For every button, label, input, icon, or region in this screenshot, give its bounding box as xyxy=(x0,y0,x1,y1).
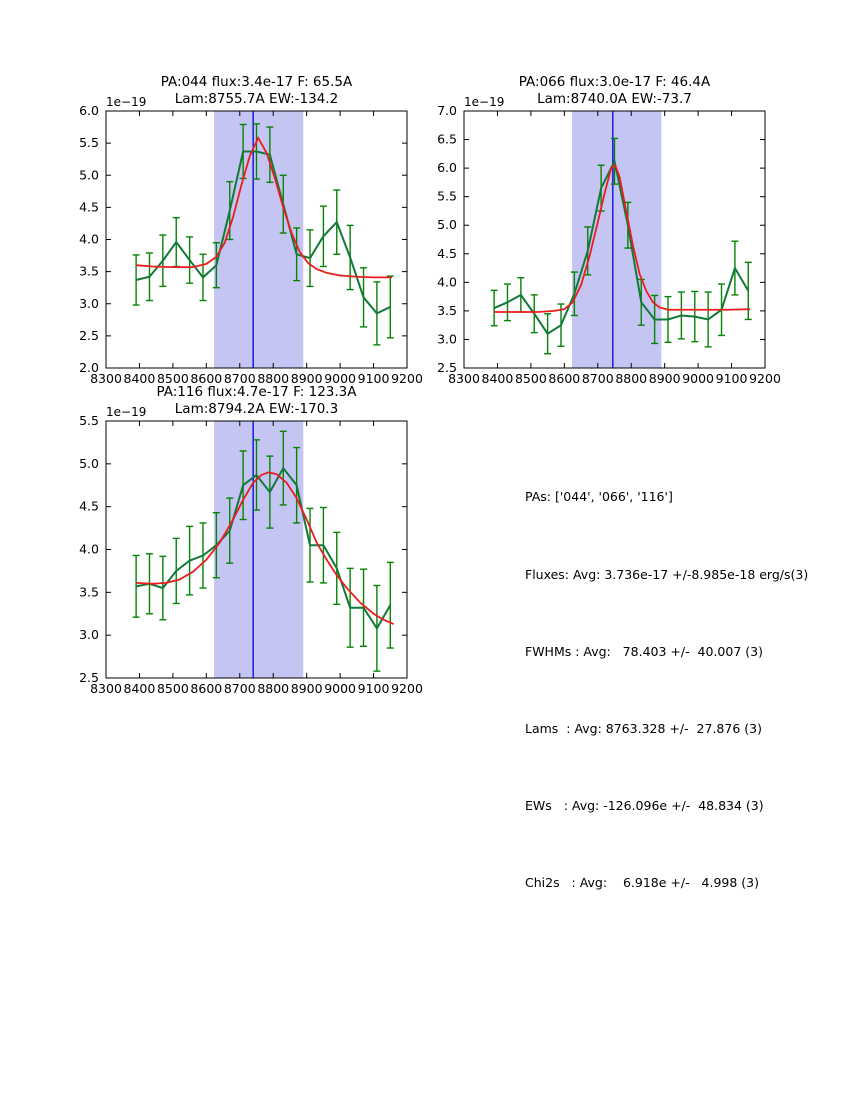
plot-subtitle: Lam:8740.0A EW:-73.7 xyxy=(537,91,692,107)
stats-line-pas: PAs: ['044', '066', '116'] xyxy=(525,489,673,505)
x-tick-label: 9000 xyxy=(682,371,715,386)
y-tick-label: 3.5 xyxy=(437,302,457,318)
y-tick-label: 3.0 xyxy=(437,331,457,347)
plot-subtitle: Lam:8755.7A EW:-134.2 xyxy=(174,91,339,107)
y-tick-label: 3.0 xyxy=(79,295,99,311)
x-tick-label: 8800 xyxy=(615,371,648,386)
stats-line-chi2s: Chi2s : Avg: 6.918e +/- 4.998 (3) xyxy=(525,874,759,890)
x-tick-label: 8300 xyxy=(448,371,480,386)
x-tick-label: 8600 xyxy=(548,371,581,386)
x-tick-label: 8500 xyxy=(156,681,189,696)
y-tick-label: 3.5 xyxy=(79,584,99,600)
spectrum-plot-pa044 xyxy=(56,63,425,394)
y-tick-label: 2.0 xyxy=(79,360,99,375)
x-tick-label: 8600 xyxy=(190,681,223,696)
x-tick-label: 9200 xyxy=(749,371,781,386)
x-tick-label: 8600 xyxy=(190,371,223,386)
y-tick-label: 4.5 xyxy=(79,199,99,215)
plot-title: PA:116 flux:4.7e-17 F: 123.3A xyxy=(156,384,357,400)
y-tick-label: 5.5 xyxy=(79,135,99,151)
x-tick-label: 8500 xyxy=(156,371,189,386)
x-tick-label: 8300 xyxy=(90,371,122,386)
stats-line-lams: Lams : Avg: 8763.328 +/- 27.876 (3) xyxy=(525,720,762,736)
line-window-shade xyxy=(214,421,303,678)
x-tick-label: 8900 xyxy=(290,681,323,696)
x-tick-label: 9000 xyxy=(324,681,357,696)
x-tick-label: 9100 xyxy=(357,681,390,696)
x-tick-label: 9100 xyxy=(357,371,390,386)
y-tick-label: 6.0 xyxy=(79,103,99,118)
stats-line-fwhms: FWHMs : Avg: 78.403 +/- 40.007 (3) xyxy=(525,643,763,659)
x-tick-label: 9200 xyxy=(391,371,423,386)
y-tick-label: 3.5 xyxy=(79,263,99,279)
y-tick-label: 2.5 xyxy=(79,327,99,343)
x-tick-label: 9100 xyxy=(715,371,748,386)
y-tick-label: 2.5 xyxy=(437,360,457,375)
x-tick-label: 8400 xyxy=(123,681,156,696)
y-tick-label: 4.0 xyxy=(79,231,99,247)
y-tick-label: 4.0 xyxy=(437,274,457,290)
x-tick-label: 8900 xyxy=(290,371,323,386)
x-tick-label: 8500 xyxy=(514,371,547,386)
y-tick-label: 3.0 xyxy=(79,627,99,643)
spectrum-plot-pa116 xyxy=(56,373,425,704)
x-tick-label: 8400 xyxy=(123,371,156,386)
x-tick-label: 8800 xyxy=(257,371,290,386)
plot-title: PA:044 flux:3.4e-17 F: 65.5A xyxy=(160,74,353,90)
x-tick-label: 8800 xyxy=(257,681,290,696)
plot-title: PA:066 flux:3.0e-17 F: 46.4A xyxy=(518,74,711,90)
y-tick-label: 5.0 xyxy=(79,167,99,183)
x-tick-label: 8700 xyxy=(223,681,256,696)
y-tick-label: 4.0 xyxy=(79,541,99,557)
x-tick-label: 9200 xyxy=(391,681,423,696)
stats-line-fluxes: Fluxes: Avg: 3.736e-17 +/-8.985e-18 erg/s(3) xyxy=(525,566,809,582)
stats-line-ews: EWs : Avg: -126.096e +/- 48.834 (3) xyxy=(525,797,764,813)
x-tick-label: 9000 xyxy=(324,371,357,386)
x-tick-label: 8300 xyxy=(90,681,122,696)
x-tick-label: 8900 xyxy=(648,371,681,386)
y-tick-label: 6.5 xyxy=(437,131,457,147)
y-tick-label: 5.0 xyxy=(79,455,99,471)
spectrum-plot-pa066 xyxy=(414,63,783,394)
y-axis-offset-label: 1e−19 xyxy=(106,405,147,419)
y-tick-label: 4.5 xyxy=(437,245,457,261)
x-tick-label: 8700 xyxy=(581,371,614,386)
y-tick-label: 5.0 xyxy=(437,217,457,233)
y-tick-label: 4.5 xyxy=(79,498,99,514)
y-tick-label: 7.0 xyxy=(437,103,457,118)
line-window-shade xyxy=(572,111,661,368)
y-tick-label: 5.5 xyxy=(437,188,457,204)
plot-subtitle: Lam:8794.2A EW:-170.3 xyxy=(174,401,339,417)
stats-panel xyxy=(525,433,808,947)
y-tick-label: 5.5 xyxy=(79,413,99,428)
y-axis-offset-label: 1e−19 xyxy=(464,95,505,109)
y-tick-label: 2.5 xyxy=(79,670,99,685)
y-axis-offset-label: 1e−19 xyxy=(106,95,147,109)
x-tick-label: 8700 xyxy=(223,371,256,386)
x-tick-label: 8400 xyxy=(481,371,514,386)
y-tick-label: 6.0 xyxy=(437,160,457,176)
